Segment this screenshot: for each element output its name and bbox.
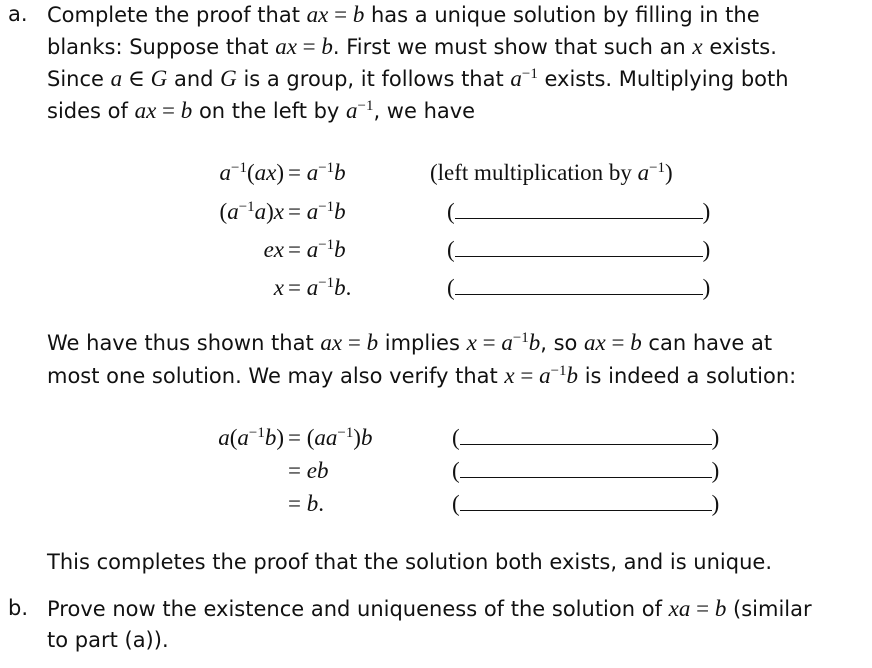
eq2-row3-rhs: = b.	[288, 491, 324, 516]
eq1-row1-rhs: = $a^{-1}b$	[288, 159, 346, 185]
eq1-row4-blank[interactable]: ( )	[447, 275, 711, 300]
part-a-line-3: Since a ∈ G and G is a group, it follows that $a^{-1}$ exists. Multiplying both	[47, 65, 789, 91]
eq1-row3-rhs: = $a^{-1}b$	[288, 236, 346, 262]
middle-line-1: We have thus shown that ax = b implies $x = a^{-1}b$, so ax = b can have at	[47, 329, 773, 355]
part-a-line-4: sides of ax = b on the left by $a^{-1}$, we have	[47, 97, 476, 123]
eq2-row1-rhs: = $(aa^{-1})b$	[288, 424, 373, 450]
eq1-row3-blank[interactable]: ( )	[447, 237, 711, 262]
eq2-row2-rhs: = eb	[288, 458, 329, 483]
eq2-row1-lhs: $a(a^{-1}b)$	[218, 424, 284, 450]
eq1-row4-rhs: = $a^{-1}b$.	[288, 274, 352, 300]
eq1-row2-lhs: $(a^{-1}a)x$	[219, 198, 284, 224]
eq1-row1-lhs: $a^{-1}(ax)$	[219, 159, 284, 185]
eq2-row2-blank[interactable]: ( )	[452, 458, 720, 483]
eq1-row4-lhs: x	[273, 275, 284, 300]
part-b-line-2: to part (a)).	[47, 628, 169, 652]
part-a-line-1: Complete the proof that ax = b has a unique solution by filling in the	[47, 2, 760, 27]
eq2-row1-blank[interactable]: ( )	[452, 425, 720, 450]
eq1-row2-rhs: = $a^{-1}b$	[288, 198, 346, 224]
eq1-row1-justification: (left multiplication by $a^{-1}$)	[430, 159, 673, 185]
eq1-row2-blank[interactable]: ( )	[447, 199, 711, 224]
eq1-row3-lhs: ex	[263, 237, 284, 262]
eq2-row3-blank[interactable]: ( )	[452, 491, 720, 516]
closing-sentence: This completes the proof that the solution both exists, and is unique.	[47, 550, 772, 574]
part-a-line-2: blanks: Suppose that ax = b. First we must show that such an x exists.	[47, 34, 777, 59]
part-b-line-1: Prove now the existence and uniqueness of the solution of xa = b (similar	[47, 596, 812, 621]
middle-line-2: most one solution. We may also verify that $x = a^{-1}b$ is indeed a solution:	[47, 362, 797, 388]
part-a-marker: a.	[8, 2, 28, 26]
part-b-marker: b.	[8, 596, 29, 620]
